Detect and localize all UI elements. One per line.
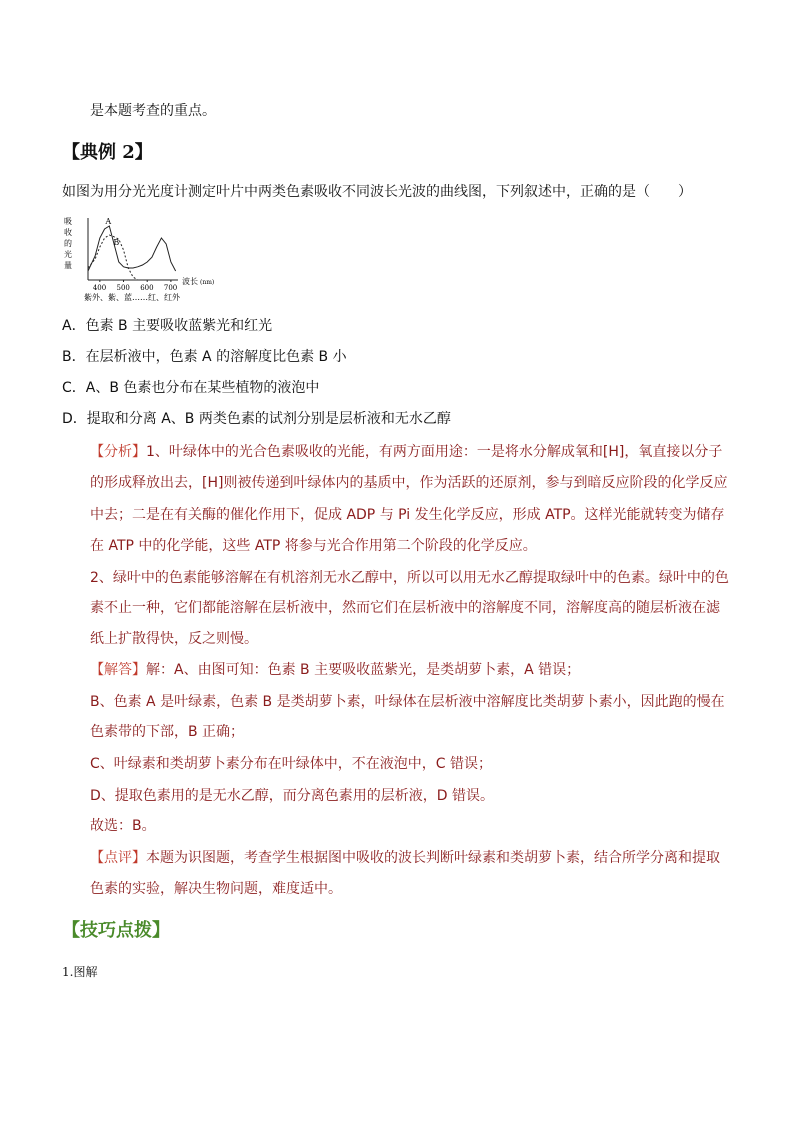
- comment-line-2: 色素的实验，解决生物问题，难度适中。: [90, 881, 342, 897]
- answer-line-1: [90, 660, 580, 680]
- analysis-line-3: 中去；二是在有关酶的催化作用下，促成 ADP 与 Pi 发生化学反应，形成 ATP。这样光能就转变为储存: [90, 507, 725, 523]
- absorption-chart: [60, 212, 235, 304]
- x-tick-label: 400: [92, 284, 107, 292]
- analysis-line-6: 素不止一种，它们都能溶解在层析液中，然而它们在层析液中的溶解度不同，溶解度高的随层析液在滤: [90, 600, 720, 616]
- series-line-A: [88, 226, 176, 271]
- y-label-char: 吸: [64, 217, 72, 226]
- y-label-char: 的: [64, 239, 72, 248]
- answer-line-5: D、提取色素用的是无水乙醇，而分离色素用的层析液，D 错误。: [90, 788, 495, 804]
- analysis-line-7: 纸上扩散得快，反之则慢。: [90, 631, 258, 647]
- option-b: B．在层析液中，色素 A 的溶解度比色素 B 小: [62, 349, 347, 365]
- example-heading: 【典例 2】: [62, 142, 153, 163]
- comment-text: 本题为识图题，考查学生根据图中吸收的波长判断叶绿素和类胡萝卜素，结合所学分离和提取: [146, 850, 720, 866]
- x-tick-label: 500: [116, 284, 130, 292]
- x-tick-label: 700: [163, 284, 178, 292]
- answer-line-3: 色素带的下部，B 正确；: [90, 724, 245, 740]
- analysis-line-5: 2、绿叶中的色素能够溶解在有机溶剂无水乙醇中，所以可以用无水乙醇提取绿叶中的色素。绿叶中的色: [90, 570, 729, 586]
- option-d: D．提取和分离 A、B 两类色素的试剂分别是层析液和无水乙醇: [62, 411, 451, 427]
- analysis-line-4: 在 ATP 中的化学能，这些 ATP 将参与光合作用第二个阶段的化学反应。: [90, 538, 537, 554]
- y-axis-label: [64, 217, 72, 270]
- x-axis-label: 波长: [182, 277, 198, 286]
- tips-item: 1.图解: [62, 965, 98, 979]
- analysis-line-1: [90, 442, 722, 462]
- series-label-A: A: [105, 217, 112, 226]
- option-a: A．色素 B 主要吸收蓝紫光和红光: [62, 318, 273, 334]
- y-label-char: 量: [64, 261, 72, 270]
- y-label-char: 收: [64, 228, 72, 237]
- analysis-line-2: 的形成释放出去，[H]则被传递到叶绿体内的基质中，作为活跃的还原剂，参与到暗反应阶段的化学反应: [90, 475, 728, 491]
- analysis-text: 1、叶绿体中的光合色素吸收的光能，有两方面用途：一是将水分解成氧和[H]，氧直接以分子: [146, 444, 723, 460]
- y-label-char: 光: [64, 250, 72, 259]
- comment-line-1: [90, 848, 720, 868]
- absorption-chart-svg: [60, 212, 235, 304]
- x-tick-label: 600: [140, 284, 154, 292]
- tips-heading: 【技巧点拨】: [62, 920, 170, 941]
- intro-line: 是本题考查的重点。: [90, 103, 216, 119]
- series-label-B: B: [113, 238, 120, 247]
- answer-line-6: 故选：B。: [90, 818, 156, 834]
- x-axis-unit: (nm): [200, 279, 215, 286]
- answer-text: 解：A、由图可知：色素 B 主要吸收蓝紫光，是类胡萝卜素，A 错误；: [146, 662, 581, 678]
- answer-line-2: B、色素 A 是叶绿素，色素 B 是类胡萝卜素，叶绿体在层析液中溶解度比类胡萝卜素小，因此跑的慢在: [90, 694, 725, 710]
- answer-tag: 【解答】: [90, 662, 146, 678]
- option-c: C．A、B 色素也分布在某些植物的液泡中: [62, 380, 320, 396]
- analysis-tag: 【分析】: [90, 444, 146, 460]
- answer-line-4: C、叶绿素和类胡萝卜素分布在叶绿体中，不在液泡中，C 错误；: [90, 756, 492, 772]
- comment-tag: 【点评】: [90, 850, 146, 866]
- question-text: 如图为用分光光度计测定叶片中两类色素吸收不同波长光波的曲线图，下列叙述中，正确的是（ ）: [62, 184, 692, 200]
- spectrum-caption: 紫外、紫、蓝……红、红外: [84, 293, 180, 302]
